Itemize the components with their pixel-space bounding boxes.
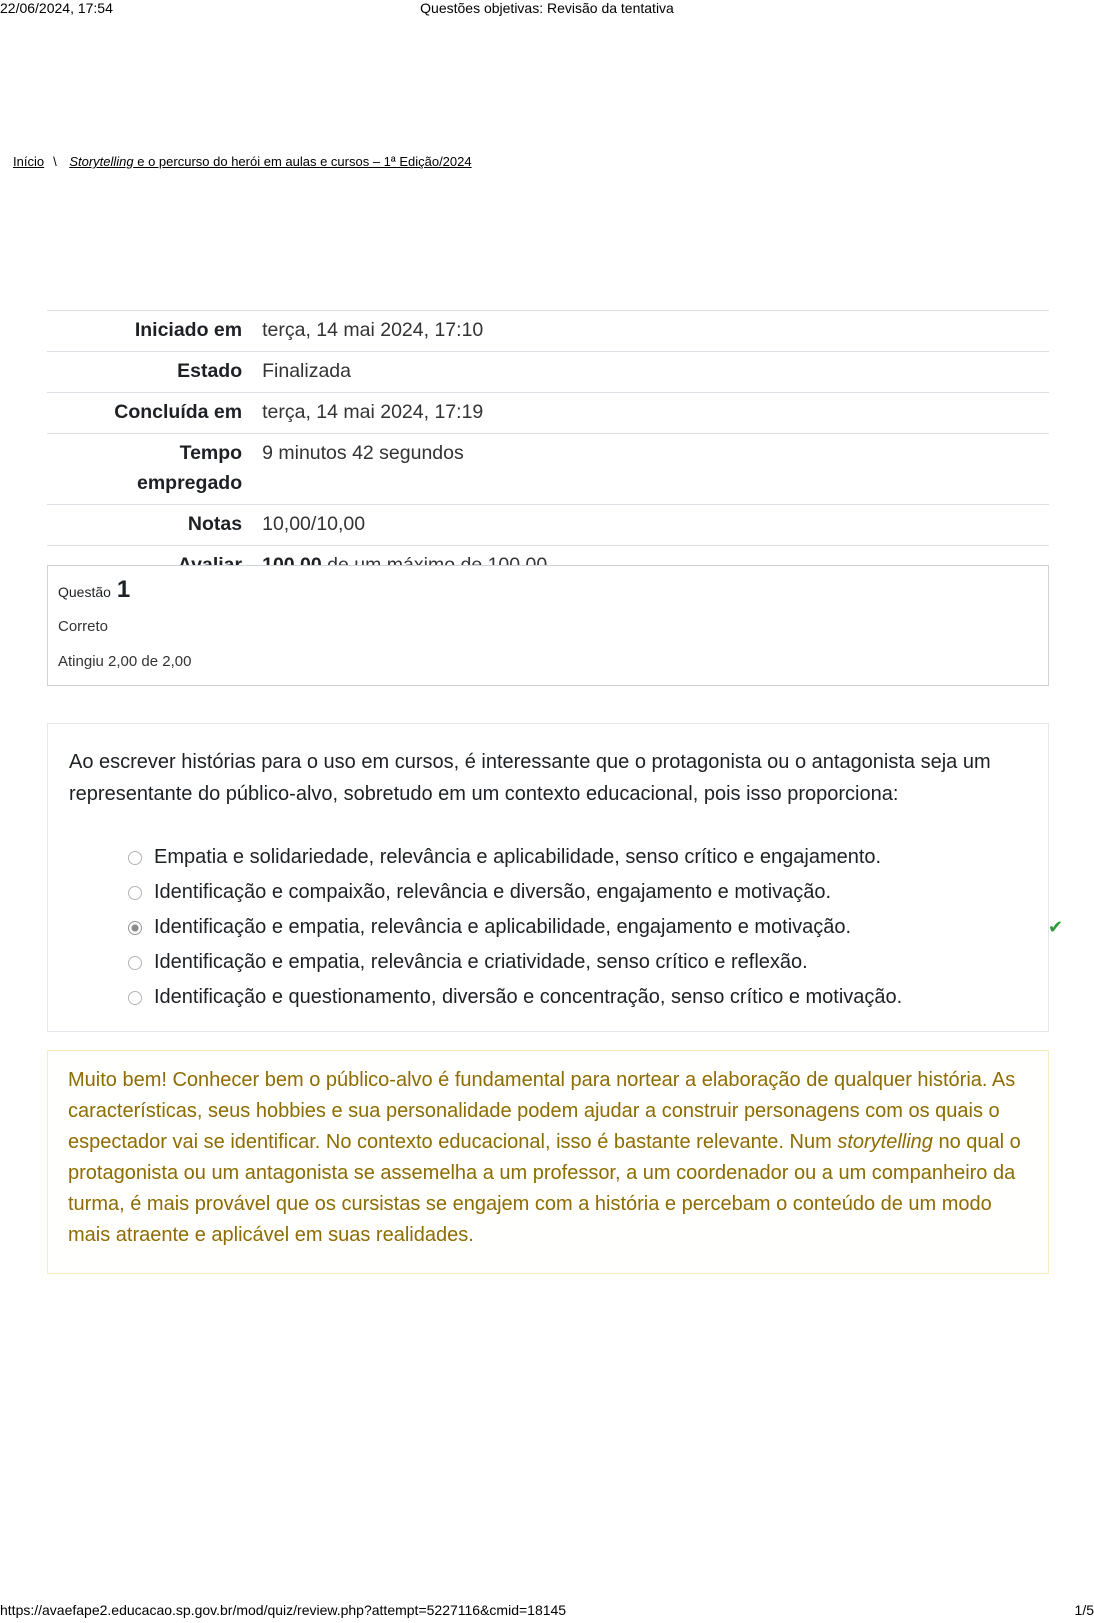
summary-row xyxy=(47,505,1049,546)
answer-list xyxy=(78,842,1064,1017)
breadcrumb-course-italic: Storytelling xyxy=(69,154,134,169)
print-datetime: 22/06/2024, 17:54 xyxy=(0,0,113,16)
answer-option[interactable] xyxy=(78,877,1018,912)
print-page-number: 1/5 xyxy=(1074,1602,1094,1618)
summary-label-started: Iniciado em xyxy=(47,311,252,352)
answer-option[interactable] xyxy=(78,947,1018,982)
breadcrumb-course-rest: e o percurso do herói em aulas e cursos – 1ª Edição/2024 xyxy=(133,154,472,169)
feedback-text xyxy=(68,1065,1028,1251)
breadcrumb-separator: \ xyxy=(53,154,57,169)
summary-label-marks: Notas xyxy=(47,505,252,546)
summary-label-time-taken: Tempo empregado xyxy=(47,434,252,505)
feedback-italic: storytelling xyxy=(837,1131,933,1153)
summary-row xyxy=(47,311,1049,352)
answer-option[interactable] xyxy=(78,982,1018,1017)
check-icon: ✔ xyxy=(1048,917,1064,937)
question-info-box xyxy=(47,565,1049,686)
question-content-box xyxy=(47,723,1064,1032)
answer-option[interactable] xyxy=(78,842,1018,877)
summary-value-state: Finalizada xyxy=(252,352,1049,393)
answer-option-selected[interactable] xyxy=(78,912,1064,947)
summary-row xyxy=(47,434,1049,505)
breadcrumb-course-link[interactable] xyxy=(69,154,471,169)
answer-radio-checked[interactable] xyxy=(128,921,142,935)
breadcrumb xyxy=(13,154,472,169)
general-feedback-box xyxy=(47,1050,1049,1274)
answer-label: Identificação e empatia, relevância e aplicabilidade, engajamento e motivação. xyxy=(154,916,852,938)
answer-label: Identificação e questionamento, diversão e concentração, senso crítico e motivação. xyxy=(154,986,903,1008)
print-header xyxy=(0,0,1094,20)
print-page-title: Questões objetivas: Revisão da tentativa xyxy=(420,0,674,16)
answer-radio[interactable] xyxy=(128,886,142,900)
question-number-value: 1 xyxy=(116,576,131,603)
question-number xyxy=(58,576,1038,604)
summary-value-marks: 10,00/10,00 xyxy=(252,505,1049,546)
summary-value-time-taken: 9 minutos 42 segundos xyxy=(252,434,1049,505)
attempt-summary-table xyxy=(47,310,1049,586)
summary-row xyxy=(47,393,1049,434)
answer-radio[interactable] xyxy=(128,991,142,1005)
answer-radio[interactable] xyxy=(128,851,142,865)
breadcrumb-home-link[interactable]: Início xyxy=(13,154,45,169)
summary-value-completed: terça, 14 mai 2024, 17:19 xyxy=(252,393,1049,434)
answer-label: Identificação e compaixão, relevância e diversão, engajamento e motivação. xyxy=(154,881,832,903)
question-text: Ao escrever histórias para o uso em cursos, é interessante que o protagonista ou o antagonista seja um representante do público-alvo, sobretudo em um contexto educacional, pois isso proporciona: xyxy=(69,751,991,805)
answer-label: Identificação e empatia, relevância e criatividade, senso crítico e reflexão. xyxy=(154,951,808,973)
feedback-part-1: Muito bem! Conhecer bem o público-alvo é fundamental para nortear a elaboração de qualquer história. As características, seus hobbies e sua personalidade podem ajudar a construir personagens com os quais o espectador vai se identificar. No contexto educacional, isso é bastante relevante. Num xyxy=(68,1069,1016,1153)
answer-label: Empatia e solidariedade, relevância e aplicabilidade, senso crítico e engajamento. xyxy=(154,846,882,868)
summary-value-started: terça, 14 mai 2024, 17:10 xyxy=(252,311,1049,352)
print-url: https://avaefape2.educacao.sp.gov.br/mod/quiz/review.php?attempt=5227116&cmid=18145 xyxy=(0,1602,567,1618)
summary-label-state: Estado xyxy=(47,352,252,393)
summary-label-completed: Concluída em xyxy=(47,393,252,434)
feedback-part-2: no qual o protagonista ou um antagonista se assemelha a um professor, a um coordenador ou a um companheiro da turma, é mais provável que os cursistas se engajem com a história e percebam o conteúdo de um modo mais atraente e aplicável em suas realidades. xyxy=(68,1131,1021,1246)
question-grade: Atingiu 2,00 de 2,00 xyxy=(58,653,192,670)
answer-radio[interactable] xyxy=(128,956,142,970)
print-footer xyxy=(0,1602,1094,1622)
question-prefix: Questão xyxy=(58,584,111,600)
question-state: Correto xyxy=(58,618,109,635)
summary-row xyxy=(47,352,1049,393)
